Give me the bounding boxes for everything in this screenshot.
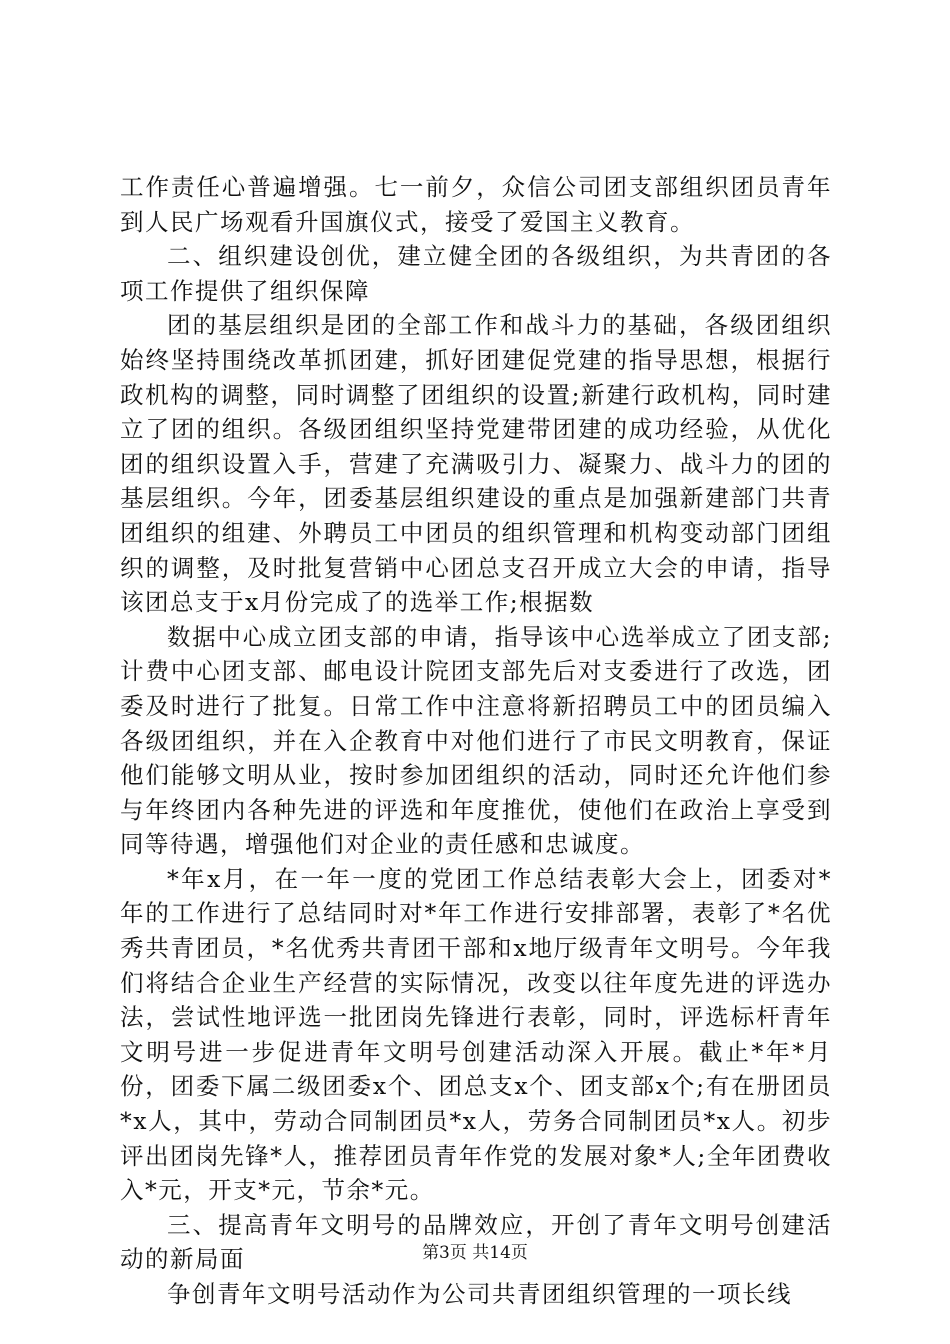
paragraph: 团的基层组织是团的全部工作和战斗力的基础，各级团组织始终坚持围绕改革抓团建，抓好团建促党建的指导思想，根据行政机构的调整，同时调整了团组织的设置;新建行政机构，同时建立了团的组织。各级团组织坚持党建带团建的成功经验，从优化团的组织设置入手，营建了充满吸引力、凝聚力、战斗力的团的基层组织。今年，团委基层组织建设的重点是加强新建部门共青团组织的组建、外聘员工中团员的组织管理和机构变动部门团组织的调整，及时批复营销中心团总支召开成立大会的申请，指导该团总支于x月份完成了的选举工作;根据数 [120,311,832,617]
paragraph: 争创青年文明号活动作为公司共青团组织管理的一项长线 [167,1280,792,1308]
document-body [120,170,832,1312]
paragraph-continued: 工作责任心普遍增强。七一前夕，众信公司团支部组织团员青年到人民广场观看升国旗仪式，接受了爱国主义教育。 [120,173,832,236]
paragraph: *年x月，在一年一度的党团工作总结表彰大会上，团委对*年的工作进行了总结同时对*年工作进行安排部署，表彰了*名优秀共青团员，*名优秀共青团干部和x地厅级青年文明号。今年我们将结合企业生产经营的实际情况，改变以往年度先进的评选办法，尝试性地评选一批团岗先锋进行表彰，同时，评选标杆青年文明号进一步促进青年文明号创建活动深入开展。截止*年*月份，团委下属二级团委x个、团总支x个、团支部x个;有在册团员*x人，其中，劳动合同制团员*x人，劳务合同制团员*x人。初步评出团岗先锋*人，推荐团员青年作党的发展对象*人;全年团费收入*元，开支*元，节余*元。 [120,864,832,1205]
section-heading-3: 三、提高青年文明号的品牌效应，开创了青年文明号创建活动的新局面 [120,1210,832,1274]
paragraph: 数据中心成立团支部的申请，指导该中心选举成立了团支部;计费中心团支部、邮电设计院团支部先后对支委进行了改选，团委及时进行了批复。日常工作中注意将新招聘员工中的团员编入各级团组织，并在入企教育中对他们进行了市民文明教育，保证他们能够文明从业，按时参加团组织的活动，同时还允许他们参与年终团内各种先进的评选和年度推优，使他们在政治上享受到同等待遇，增强他们对企业的责任感和忠诚度。 [120,622,832,859]
page-number-footer: 第3页 共14页 [422,1243,528,1263]
section-heading-2: 二、组织建设创优，建立健全团的各级组织，为共青团的各项工作提供了组织保障 [120,242,832,305]
